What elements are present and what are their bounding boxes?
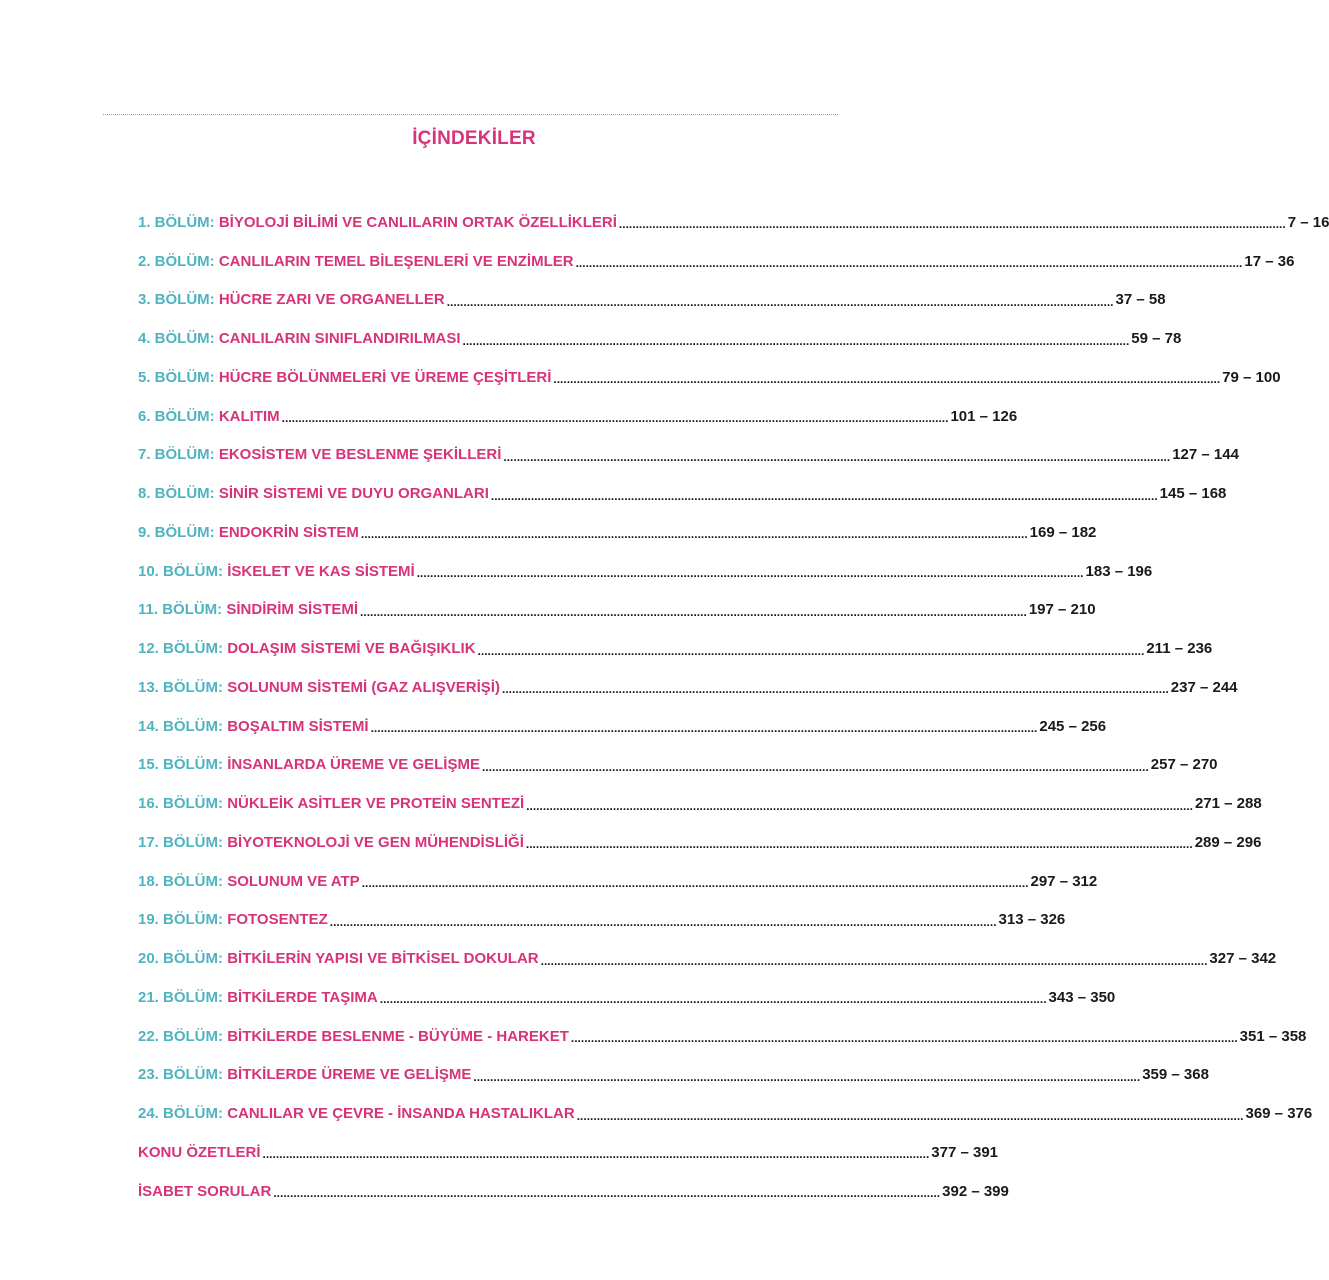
toc-entry[interactable] <box>138 784 1262 823</box>
chapter-title: KONU ÖZETLERİ <box>138 1143 261 1161</box>
toc-entry[interactable] <box>138 436 1239 475</box>
dot-leader: ........................................................................................................................................................................................................ <box>490 488 1158 503</box>
chapter-title: BİTKİLERİN YAPISI VE BİTKİSEL DOKULAR <box>227 950 539 968</box>
chapter-number: 6. BÖLÜM: <box>138 407 215 425</box>
dot-leader: ........................................................................................................................................................................................................ <box>540 953 1208 968</box>
page-range: 392 – 399 <box>942 1182 1009 1200</box>
page-range: 127 – 144 <box>1172 446 1239 464</box>
page-range: 289 – 296 <box>1194 833 1262 851</box>
toc-entry[interactable] <box>138 203 1329 242</box>
toc-entry[interactable] <box>138 242 1295 281</box>
toc-entry[interactable] <box>138 1172 1009 1211</box>
chapter-number: 15. BÖLÜM: <box>138 756 224 774</box>
toc-entry[interactable] <box>138 629 1213 668</box>
dot-leader: ........................................................................................................................................................................................................ <box>360 527 1028 542</box>
chapter-title: EKOSİSTEM VE BESLENME ŞEKİLLERİ <box>218 446 502 464</box>
chapter-number: 17. BÖLÜM: <box>138 833 224 851</box>
page-range: 377 – 391 <box>931 1143 999 1161</box>
toc-entry[interactable] <box>138 358 1281 397</box>
dot-leader: ........................................................................................................................................................................................................ <box>477 643 1145 658</box>
top-dotted-rule <box>103 114 838 115</box>
page-range: 327 – 342 <box>1209 950 1277 968</box>
toc-entry[interactable] <box>138 591 1096 630</box>
toc-entry[interactable] <box>138 1017 1307 1056</box>
toc-entry[interactable] <box>138 1094 1313 1133</box>
chapter-number: 13. BÖLÜM: <box>138 678 224 696</box>
toc-entry[interactable] <box>138 668 1238 707</box>
dot-leader: ........................................................................................................................................................................................................ <box>570 1031 1238 1046</box>
toc-entry[interactable] <box>138 513 1097 552</box>
chapter-number: 24. BÖLÜM: <box>138 1105 224 1123</box>
chapter-number: 23. BÖLÜM: <box>138 1066 224 1084</box>
chapter-number: 14. BÖLÜM: <box>138 717 224 735</box>
chapter-title: BİTKİLERDE ÜREME VE GELİŞME <box>227 1066 472 1084</box>
dot-leader: ........................................................................................................................................................................................................ <box>501 682 1169 697</box>
chapter-title: HÜCRE BÖLÜNMELERİ VE ÜREME ÇEŞİTLERİ <box>218 368 552 386</box>
chapter-number: 5. BÖLÜM: <box>138 368 215 386</box>
chapter-title: CANLILARIN TEMEL BİLEŞENLERİ VE ENZİMLER <box>218 252 574 270</box>
page-range: 257 – 270 <box>1150 756 1218 774</box>
dot-leader: ........................................................................................................................................................................................................ <box>473 1069 1141 1084</box>
dot-leader: ........................................................................................................................................................................................................ <box>525 837 1193 852</box>
chapter-number: 10. BÖLÜM: <box>138 562 224 580</box>
chapter-title: İSABET SORULAR <box>138 1182 272 1200</box>
page-range: 271 – 288 <box>1194 795 1262 813</box>
chapter-number: 2. BÖLÜM: <box>138 252 215 270</box>
chapter-number: 9. BÖLÜM: <box>138 523 215 541</box>
toc-entry[interactable] <box>138 823 1262 862</box>
dot-leader: ........................................................................................................................................................................................................ <box>618 217 1286 232</box>
chapter-title: BİTKİLERDE TAŞIMA <box>227 988 378 1006</box>
dot-leader: ........................................................................................................................................................................................................ <box>370 721 1038 736</box>
chapter-title: NÜKLEİK ASİTLER VE PROTEİN SENTEZİ <box>227 795 525 813</box>
page-range: 359 – 368 <box>1142 1066 1209 1084</box>
chapter-title: ENDOKRİN SİSTEM <box>218 523 359 541</box>
chapter-number: 19. BÖLÜM: <box>138 911 224 929</box>
dot-leader: ........................................................................................................................................................................................................ <box>553 372 1221 387</box>
dot-leader: ........................................................................................................................................................................................................ <box>281 411 949 426</box>
toc-entry[interactable] <box>138 978 1116 1017</box>
page-range: 169 – 182 <box>1029 523 1097 541</box>
dot-leader: ........................................................................................................................................................................................................ <box>576 1108 1244 1123</box>
chapter-title: HÜCRE ZARI VE ORGANELLER <box>218 291 445 309</box>
chapter-number: 21. BÖLÜM: <box>138 988 224 1006</box>
chapter-title: CANLILARIN SINIFLANDIRILMASI <box>218 330 461 348</box>
toc-entry[interactable] <box>138 281 1166 320</box>
chapter-title: İSKELET VE KAS SİSTEMİ <box>227 562 415 580</box>
chapter-title: BOŞALTIM SİSTEMİ <box>227 717 369 735</box>
chapter-number: 12. BÖLÜM: <box>138 640 224 658</box>
chapter-number: 18. BÖLÜM: <box>138 872 224 890</box>
toc-entry[interactable] <box>138 1056 1209 1095</box>
chapter-number: 3. BÖLÜM: <box>138 291 215 309</box>
page-range: 211 – 236 <box>1146 640 1213 658</box>
toc-entry[interactable] <box>138 939 1277 978</box>
chapter-title: FOTOSENTEZ <box>227 911 328 929</box>
page-range: 369 – 376 <box>1245 1105 1313 1123</box>
chapter-number: 22. BÖLÜM: <box>138 1027 224 1045</box>
page-range: 101 – 126 <box>950 407 1018 425</box>
table-of-contents <box>138 203 1329 1211</box>
page-range: 17 – 36 <box>1244 252 1295 270</box>
dot-leader: ........................................................................................................................................................................................................ <box>262 1147 930 1162</box>
page-range: 197 – 210 <box>1028 601 1096 619</box>
toc-entry[interactable] <box>138 707 1107 746</box>
chapter-title: BİYOTEKNOLOJİ VE GEN MÜHENDİSLİĞİ <box>227 833 524 851</box>
dot-leader: ........................................................................................................................................................................................................ <box>462 333 1130 348</box>
dot-leader: ........................................................................................................................................................................................................ <box>503 449 1171 464</box>
dot-leader: ........................................................................................................................................................................................................ <box>360 604 1027 619</box>
dot-leader: ........................................................................................................................................................................................................ <box>379 992 1047 1007</box>
dot-leader: ........................................................................................................................................................................................................ <box>481 759 1149 774</box>
chapter-number: 4. BÖLÜM: <box>138 330 215 348</box>
chapter-title: BİYOLOJİ BİLİMİ VE CANLILARIN ORTAK ÖZELLİKLERİ <box>218 213 617 231</box>
dot-leader: ........................................................................................................................................................................................................ <box>361 876 1029 891</box>
toc-entry[interactable] <box>138 1133 999 1172</box>
page-range: 343 – 350 <box>1048 988 1116 1006</box>
toc-entry[interactable] <box>138 397 1018 436</box>
chapter-title: İNSANLARDA ÜREME VE GELİŞME <box>227 756 480 774</box>
page-range: 245 – 256 <box>1039 717 1107 735</box>
page-title: İÇİNDEKİLER <box>412 128 536 149</box>
dot-leader: ........................................................................................................................................................................................................ <box>416 566 1084 581</box>
chapter-title: CANLILAR VE ÇEVRE - İNSANDA HASTALIKLAR <box>227 1105 575 1123</box>
dot-leader: ........................................................................................................................................................................................................ <box>273 1186 941 1201</box>
toc-entry[interactable] <box>138 746 1218 785</box>
dot-leader: ........................................................................................................................................................................................................ <box>329 914 997 929</box>
chapter-title: SİNİR SİSTEMİ VE DUYU ORGANLARI <box>218 485 489 503</box>
page-range: 7 – 16 <box>1287 213 1329 231</box>
chapter-number: 11. BÖLÜM: <box>138 601 223 619</box>
toc-entry[interactable] <box>138 901 1066 940</box>
chapter-number: 20. BÖLÜM: <box>138 950 224 968</box>
chapter-title: SİNDİRİM SİSTEMİ <box>226 601 359 619</box>
toc-entry[interactable] <box>138 319 1182 358</box>
chapter-number: 8. BÖLÜM: <box>138 485 215 503</box>
toc-entry[interactable] <box>138 552 1153 591</box>
chapter-title: KALITIM <box>218 407 280 425</box>
page-range: 351 – 358 <box>1239 1027 1307 1045</box>
page-range: 79 – 100 <box>1222 368 1281 386</box>
chapter-number: 16. BÖLÜM: <box>138 795 224 813</box>
dot-leader: ........................................................................................................................................................................................................ <box>526 798 1193 813</box>
page-range: 59 – 78 <box>1131 330 1182 348</box>
chapter-title: DOLAŞIM SİSTEMİ VE BAĞIŞIKLIK <box>227 640 476 658</box>
chapter-number: 1. BÖLÜM: <box>138 213 215 231</box>
chapter-number: 7. BÖLÜM: <box>138 446 215 464</box>
page-range: 237 – 244 <box>1170 678 1238 696</box>
page-range: 183 – 196 <box>1085 562 1153 580</box>
toc-entry[interactable] <box>138 862 1098 901</box>
page-range: 313 – 326 <box>998 911 1066 929</box>
chapter-title: BİTKİLERDE BESLENME - BÜYÜME - HAREKET <box>227 1027 569 1045</box>
toc-entry[interactable] <box>138 474 1227 513</box>
page-range: 37 – 58 <box>1115 291 1166 309</box>
page-range: 145 – 168 <box>1159 485 1227 503</box>
chapter-title: SOLUNUM VE ATP <box>227 872 360 890</box>
page-range: 297 – 312 <box>1030 872 1098 890</box>
dot-leader: ........................................................................................................................................................................................................ <box>446 294 1114 309</box>
dot-leader: ........................................................................................................................................................................................................ <box>575 256 1243 271</box>
chapter-title: SOLUNUM SİSTEMİ (GAZ ALIŞVERİŞİ) <box>227 678 500 696</box>
